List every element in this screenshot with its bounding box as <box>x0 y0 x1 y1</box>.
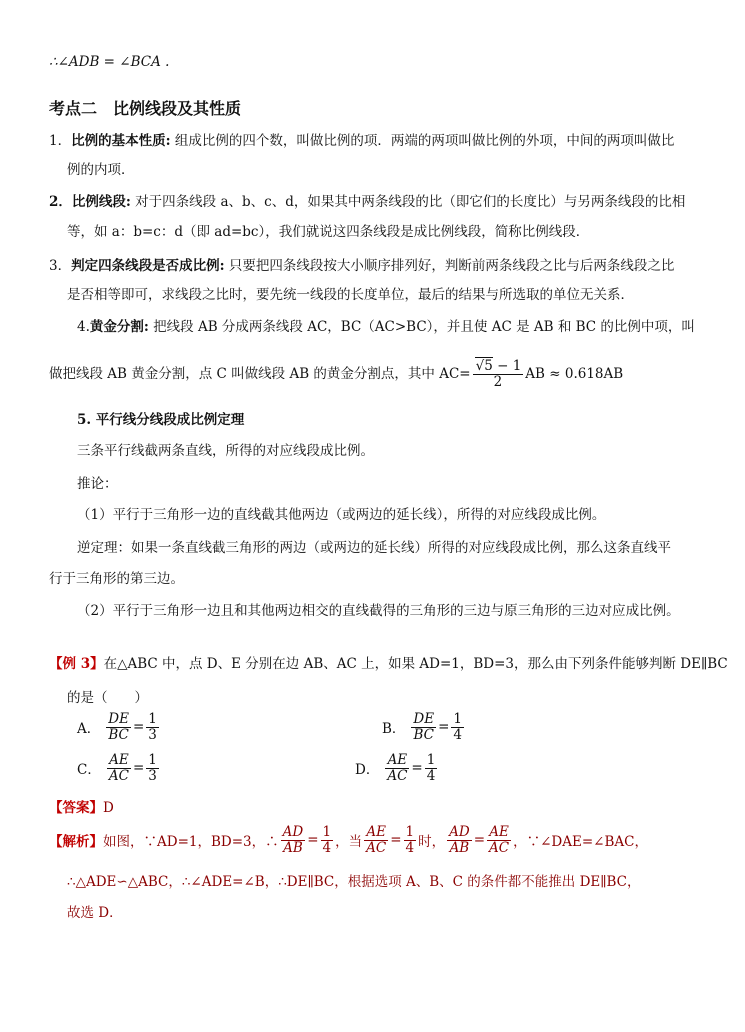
answer-tag: 【答案】 <box>49 800 103 816</box>
analysis-fraction-ad-ab-2: $\frac{AD}{AB}$ <box>449 824 470 856</box>
analysis-tag: 【解析】 <box>49 834 103 851</box>
analysis-fraction-ad-ab: $\frac{AD}{AB}$ <box>282 824 304 856</box>
analysis-fraction-one-quarter-2: $\frac{1}{4}$ <box>405 824 415 856</box>
answer-value: D <box>103 800 114 816</box>
option-b-fraction-left: $\frac{DE}{BC}$ <box>413 711 435 743</box>
option-d-fraction-right: $\frac{1}{4}$ <box>426 752 436 784</box>
option-d-fraction-left: $\frac{AE}{AC}$ <box>387 752 408 784</box>
paragraph-4-line-2: 做把线段 AB 黄金分割，点 C 叫做线段 AB 的黄金分割点，其中 AC= $\frac{√5 - 1}{2}$ AB ≈ 0.618AB <box>49 358 624 390</box>
term-proportional-segments: 比例线段: <box>71 194 131 210</box>
analysis-fraction-ae-ac: $\frac{AE}{AC}$ <box>366 824 387 856</box>
option-d: D． $\frac{AE}{AC}$ = $\frac{1}{4}$ <box>355 752 436 784</box>
paragraph-5-title: 5. 平行线分线段成比例定理 <box>77 412 245 428</box>
paragraph-5-line-5: 行于三角形的第三边。 <box>49 571 184 587</box>
example-line-1: 【例 3】在△ABC 中，点 D、E 分别在边 AB、AC 上，如果 AD=1，BD=3，那么由下列条件能够判断 DE∥BC <box>49 656 728 672</box>
option-a-fraction-right: $\frac{1}{3}$ <box>148 711 157 743</box>
paragraph-5-line-6: （2）平行于三角形一边且和其他两边相交的直线截得的三角形的三边与原三角形的三边对应成比例。 <box>77 603 680 619</box>
paragraph-3-line-1: 3．判定四条线段是否成比例: 只要把四条线段按大小顺序排列好，判断前两条线段之比与后两条线段之比 <box>49 258 675 274</box>
paragraph-1-line-1: 1．比例的基本性质: 组成比例的四个数，叫做比例的项．两端的两项叫做比例的外项，中间的两项叫做比 <box>49 133 675 149</box>
paragraph-2-line-1: 2．比例线段: 对于四条线段 a、b、c、d，如果其中两条线段的比（即它们的长度比）与另两条线段的比相 <box>49 194 686 210</box>
section-title: 考点二 比例线段及其性质 <box>49 99 242 118</box>
option-a: A． $\frac{DE}{BC}$ = $\frac{1}{3}$ <box>77 711 157 743</box>
option-c: C． $\frac{AE}{AC}$ = $\frac{1}{3}$ <box>77 752 157 784</box>
paragraph-5-line-1: 三条平行线截两条直线，所得的对应线段成比例。 <box>77 443 374 459</box>
analysis-fraction-one-quarter: $\frac{1}{4}$ <box>322 824 332 856</box>
analysis-line-2: ∴△ADE∽△ABC，∴∠ADE=∠B，∴DE∥BC，根据选项 A、B、C 的条件都不能推出 DE∥BC， <box>67 874 641 890</box>
option-c-fraction-left: $\frac{AE}{AC}$ <box>108 752 129 784</box>
example-tag: 【例 3】 <box>49 656 104 672</box>
option-b-fraction-right: $\frac{1}{4}$ <box>453 711 463 743</box>
analysis-line-1: 【解析】 如图，∵AD=1，BD=3，∴ $\frac{AD}{AB}$ = $\frac{1}{4}$ ，当 $\frac{AE}{AC}$ = $\frac{1}{4}$ 时， $\frac{AD}{AB}$ = $\frac{AE}{AC}$ ，∵∠DAE=∠BAC， <box>49 824 648 856</box>
paragraph-3-line-2: 是否相等即可，求线段之比时，要先统一线段的长度单位，最后的结果与所选取的单位无关系． <box>67 287 634 303</box>
paragraph-5-line-3: （1）平行于三角形一边的直线截其他两边（或两边的延长线），所得的对应线段成比例。 <box>77 507 606 523</box>
option-a-fraction-left: $\frac{DE}{BC}$ <box>108 711 129 743</box>
option-c-fraction-right: $\frac{1}{3}$ <box>148 752 157 784</box>
paragraph-5-line-4: 逆定理：如果一条直线截三角形的两边（或两边的延长线）所得的对应线段成比例，那么这条直线平 <box>77 540 671 556</box>
paragraph-4-line-1: 4.黄金分割: 把线段 AB 分成两条线段 AC，BC（AC>BC），并且使 AC 是 AB 和 BC 的比例中项，叫 <box>77 319 695 335</box>
term-golden-section: 黄金分割: <box>89 319 149 335</box>
top-conclusion-line: ∴∠ADB = ∠BCA . <box>49 54 170 70</box>
term-proportion-property: 比例的基本性质: <box>71 133 171 149</box>
example-line-2: 的是（ ） <box>67 690 148 706</box>
paragraph-2-line-2: 等，如 a：b=c：d（即 ad=bc），我们就说这四条线段是成比例线段，简称比例线段． <box>67 224 590 240</box>
golden-ratio-fraction: $\frac{√5 - 1}{2}$ <box>473 359 524 390</box>
option-b: B． $\frac{DE}{BC}$ = $\frac{1}{4}$ <box>382 711 463 743</box>
answer-line <box>49 798 114 818</box>
paragraph-1-line-2: 例的内项． <box>67 162 135 178</box>
term-judge-proportion: 判定四条线段是否成比例: <box>71 258 225 274</box>
analysis-fraction-ae-ac-2: $\frac{AE}{AC}$ <box>489 824 510 856</box>
analysis-line-3: 故选 D． <box>67 905 123 921</box>
paragraph-5-line-2: 推论： <box>77 476 118 492</box>
